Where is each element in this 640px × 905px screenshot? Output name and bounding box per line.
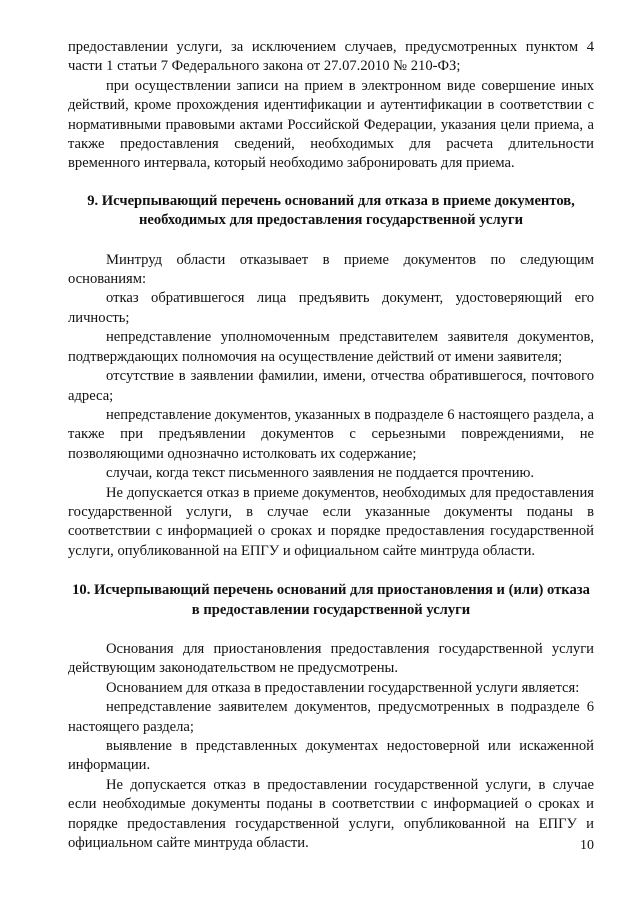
section-9-paragraph: непредставление документов, указанных в подразделе 6 настоящего раздела, а также при предъявлении документов с серьезными повреждениями, не позволяющими однозначно истолковать их содержание; [68,406,594,462]
intro-paragraph: при осуществлении записи на прием в электронном виде совершение иных действий, кроме прохождения идентификации и аутентификации в соответствии с нормативными правовыми актами Российской Федерации, указания цели приема, а также предоставления сведений, необходимых для расчета длительности временного интервала, который необходимо забронировать для приема. [68,77,594,172]
section-10-paragraph: непредставление заявителем документов, предусмотренных в подразделе 6 настоящего раздела; [68,699,594,735]
section-9-heading: 9. Исчерпывающий перечень оснований для отказа в приеме документов, необходимых для предоставления государственной услуги [87,192,575,229]
section-9-paragraph: непредставление уполномоченным представителем заявителя документов, подтверждающих полномочия на осуществление действий от имени заявителя; [68,329,594,365]
section-9-paragraph: отсутствие в заявлении фамилии, имени, отчества обратившегося, почтового адреса; [68,368,594,404]
section-10-paragraph: Не допускается отказ в предоставлении государственной услуги, в случае если необходимые документы поданы в соответствии с информацией о сроках и порядке предоставления государственной услуги, опубликованной на ЕПГУ и официальном сайте минтруда области. [68,776,594,852]
section-10-paragraph: выявление в представленных документах недостоверной или искаженной информации. [68,738,594,774]
section-9-paragraph: Минтруд области отказывает в приеме документов по следующим основаниям: [68,251,594,288]
intro-continuation: предоставлении услуги, за исключением случаев, предусмотренных пунктом 4 части 1 статьи 7 Федерального закона от 27.07.2010 № 210-ФЗ; [68,39,594,75]
document-body [68,38,594,853]
section-9-paragraph: отказ обратившегося лица предъявить документ, удостоверяющий его личность; [68,290,594,326]
section-10-paragraph: Основания для приостановления предоставления государственной услуги действующим законодательством не предусмотрены. [68,640,594,677]
section-9-paragraph: случаи, когда текст письменного заявления не поддается прочтению. [106,465,535,482]
section-10-paragraph: Основанием для отказа в предоставлении государственной услуги является: [106,679,580,696]
page-number: 10 [580,838,594,853]
section-9-paragraph: Не допускается отказ в приеме документов, необходимых для предоставления государственной услуги, в случае если указанные документы поданы в соответствии с информацией о сроках и порядке предоставления государственной услуги, опубликованной на ЕПГУ и официальном сайте минтруда области. [68,484,594,559]
section-10-heading: 10. Исчерпывающий перечень оснований для приостановления и (или) отказа в предоставлении государственной услуги [72,582,590,618]
